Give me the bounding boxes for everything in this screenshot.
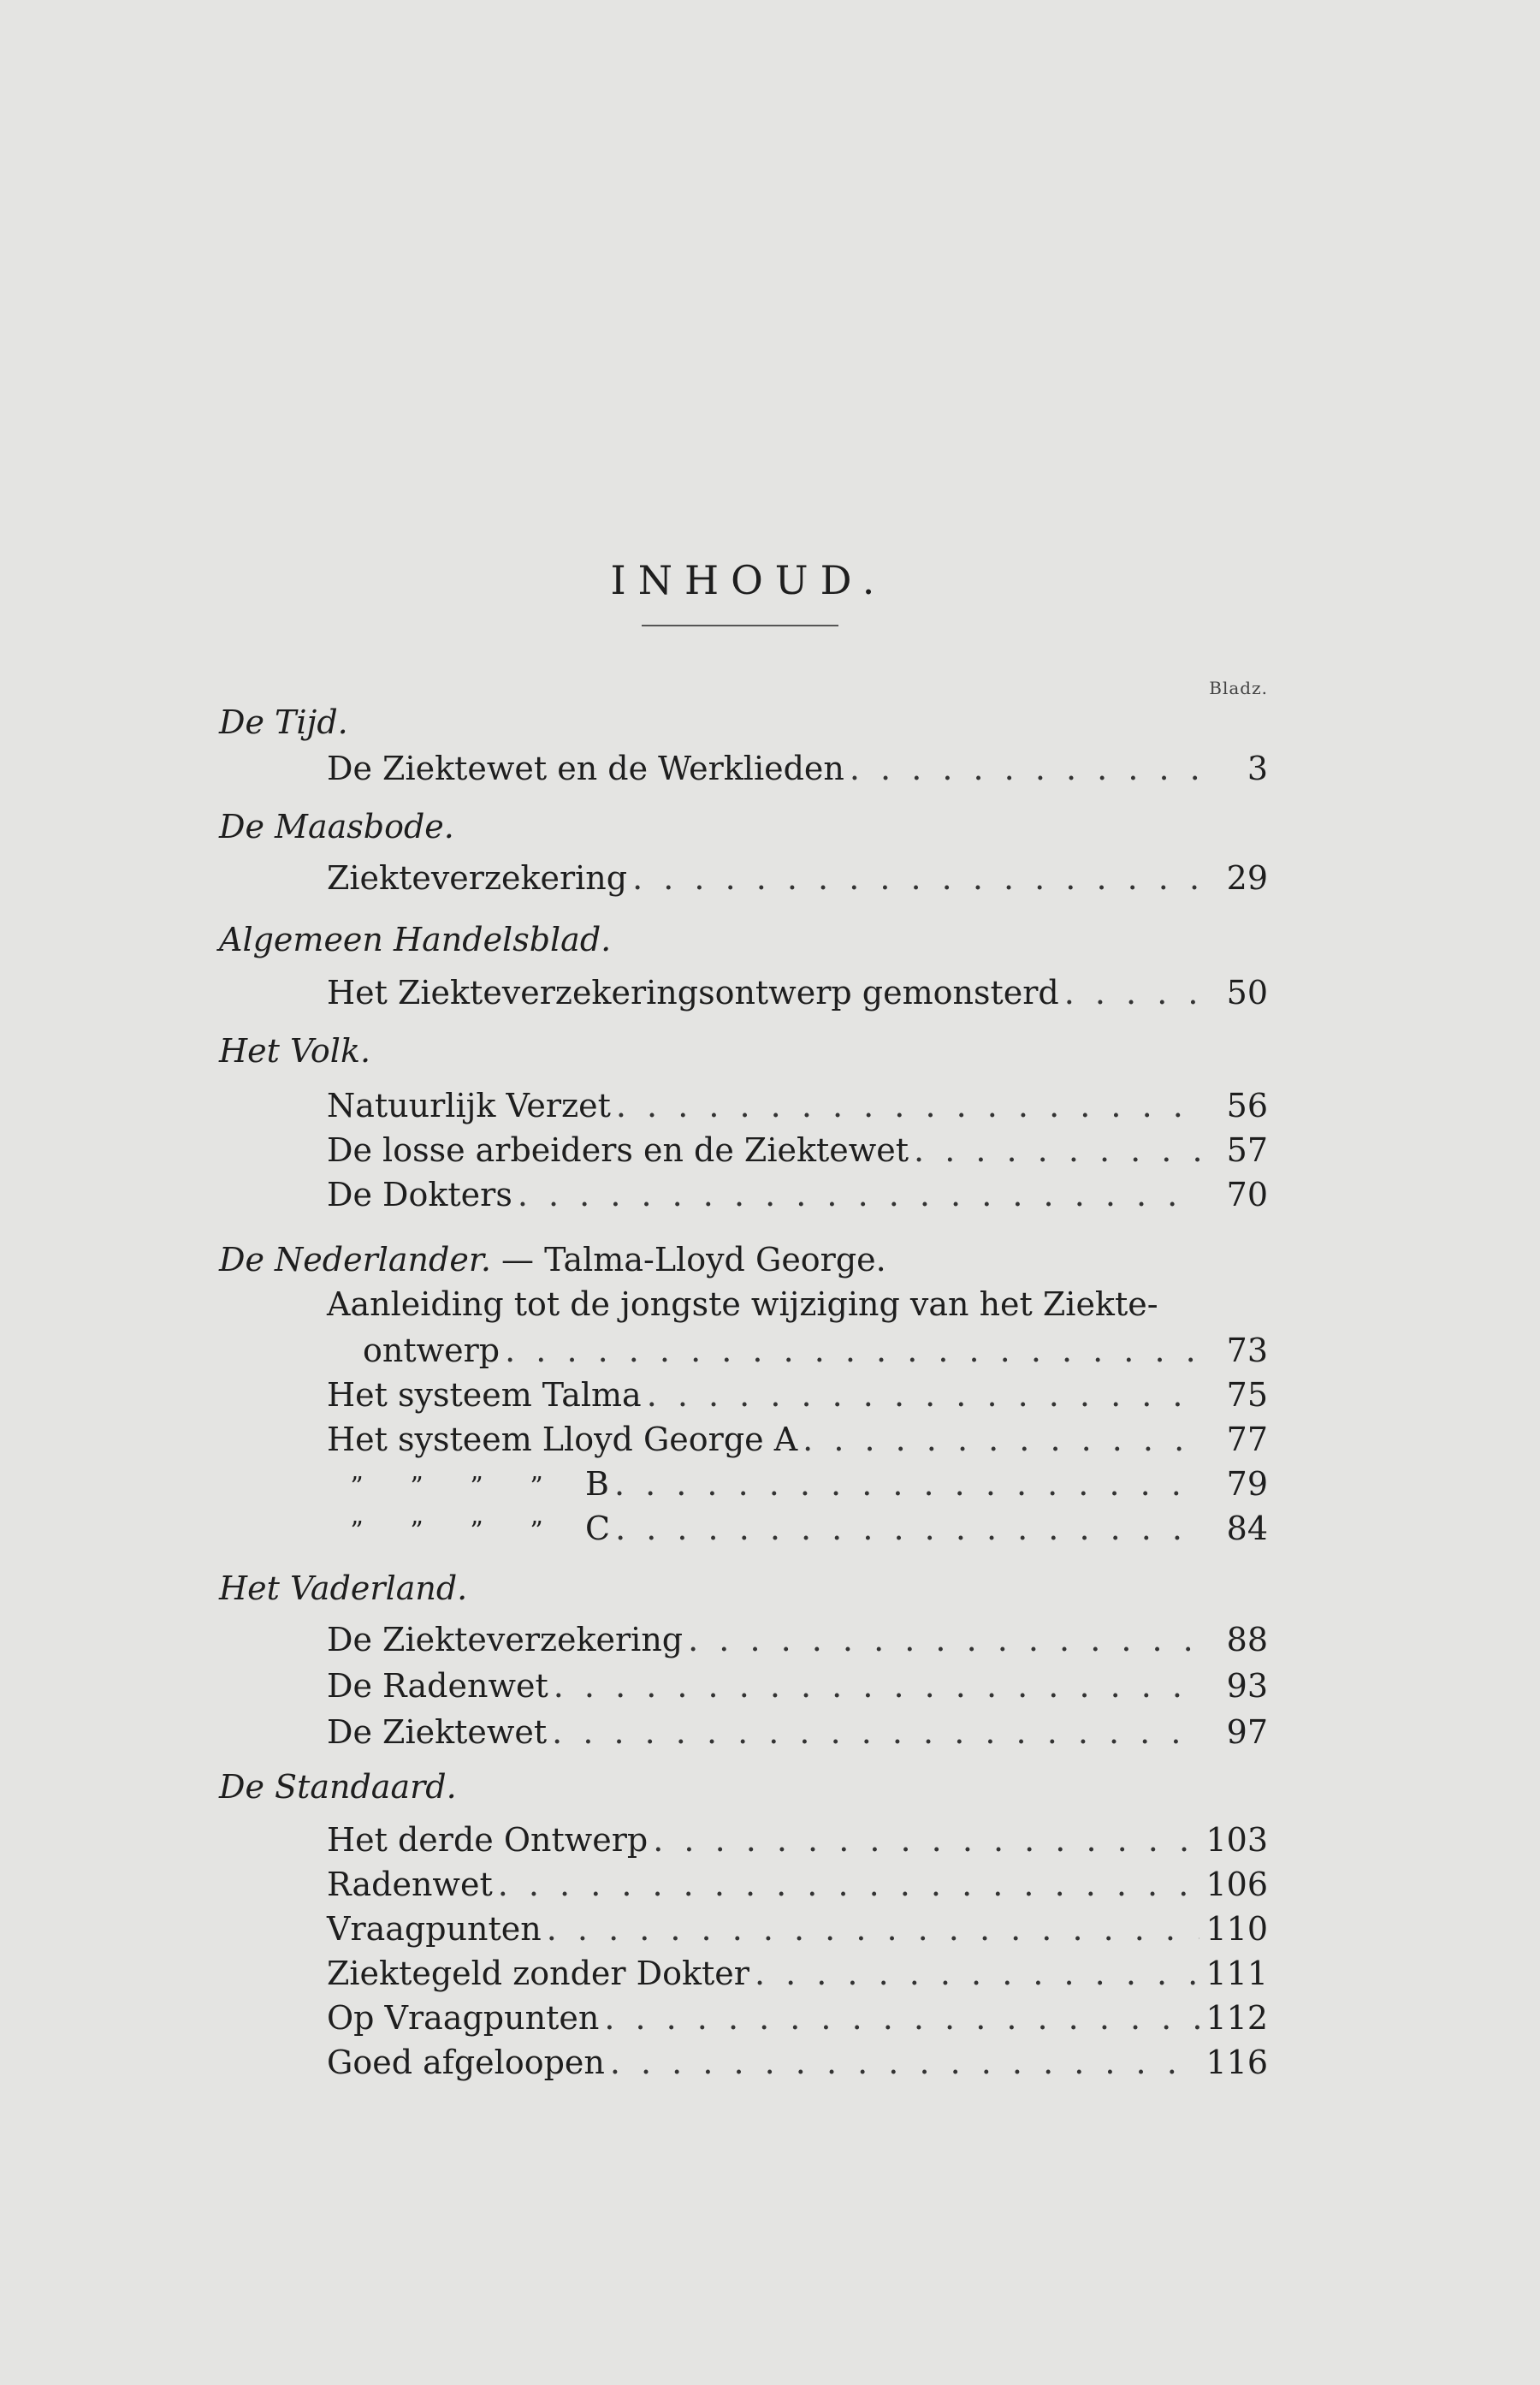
source-heading: Algemeen Handelsblad. bbox=[219, 921, 612, 958]
ditto-mark: ” bbox=[530, 1472, 543, 1502]
toc-entry[interactable] bbox=[327, 1465, 1268, 1503]
entry-page: 57 bbox=[1226, 1131, 1268, 1169]
source-heading: De Maasbode. bbox=[219, 808, 454, 845]
entry-page: 73 bbox=[1226, 1332, 1268, 1369]
entry-page: 3 bbox=[1247, 750, 1268, 787]
dot-leader bbox=[1059, 974, 1199, 1012]
toc-entry[interactable] bbox=[327, 1999, 1268, 2037]
ditto-mark: ” bbox=[470, 1472, 483, 1502]
dot-leader bbox=[627, 859, 1199, 897]
entry-page: 97 bbox=[1226, 1713, 1268, 1751]
entry-page: 79 bbox=[1226, 1465, 1268, 1503]
toc-entry[interactable] bbox=[327, 1955, 1268, 1992]
dot-leader bbox=[493, 1866, 1199, 1903]
entry-page: 112 bbox=[1205, 1999, 1268, 2037]
ditto-mark: ” bbox=[530, 1516, 543, 1546]
toc-entry[interactable] bbox=[327, 974, 1268, 1012]
dot-leader bbox=[610, 1510, 1199, 1547]
toc-entry[interactable] bbox=[327, 1821, 1268, 1859]
entry-page: 75 bbox=[1226, 1376, 1268, 1414]
entry-title: Radenwet bbox=[327, 1866, 493, 1903]
entry-title: C bbox=[585, 1510, 611, 1547]
ditto-mark: ” bbox=[350, 1472, 364, 1502]
dot-leader bbox=[548, 1667, 1199, 1705]
entry-title: De Dokters bbox=[327, 1176, 512, 1213]
source-name: De Nederlander. bbox=[219, 1241, 491, 1279]
entry-title: De Ziektewet en de Werklieden bbox=[327, 750, 844, 787]
entry-title: Op Vraagpunten bbox=[327, 1999, 600, 2037]
entry-page: 116 bbox=[1205, 2044, 1268, 2081]
entry-page: 110 bbox=[1205, 1910, 1268, 1948]
ditto-marks bbox=[327, 1465, 566, 1503]
source-heading: De Tijd. bbox=[219, 703, 348, 741]
entry-title: Het derde Ontwerp bbox=[327, 1821, 649, 1859]
toc-entry[interactable] bbox=[327, 1510, 1268, 1547]
entry-title: Het systeem Talma bbox=[327, 1376, 642, 1414]
source-heading: Het Vaderland. bbox=[219, 1569, 468, 1607]
dot-leader bbox=[512, 1176, 1199, 1213]
toc-entry[interactable] bbox=[327, 1131, 1268, 1169]
toc-entry[interactable] bbox=[327, 750, 1268, 787]
title-divider bbox=[642, 625, 838, 626]
toc-entry[interactable] bbox=[327, 1667, 1268, 1705]
page-title: INHOUD. bbox=[610, 556, 887, 603]
entry-title: Aanleiding tot de jongste wijziging van het Ziekte- bbox=[327, 1285, 1158, 1323]
dot-leader bbox=[547, 1713, 1199, 1751]
entry-title: Goed afgeloopen bbox=[327, 2044, 605, 2081]
toc-entry[interactable] bbox=[327, 1376, 1268, 1414]
entry-title: Natuurlijk Verzet bbox=[327, 1087, 611, 1124]
entry-page: 50 bbox=[1226, 974, 1268, 1012]
ditto-marks bbox=[327, 1510, 566, 1547]
dot-leader bbox=[609, 1465, 1199, 1503]
entry-page: 56 bbox=[1226, 1087, 1268, 1124]
ditto-mark: ” bbox=[410, 1516, 424, 1546]
entry-page: 77 bbox=[1226, 1421, 1268, 1458]
entry-title: De Ziekteverzekering bbox=[327, 1621, 684, 1658]
entry-page: 88 bbox=[1226, 1621, 1268, 1658]
entry-title: Ziektegeld zonder Dokter bbox=[327, 1955, 749, 1992]
page-column-label: Bladz. bbox=[1209, 678, 1268, 698]
dot-leader bbox=[500, 1332, 1199, 1369]
entry-page: 103 bbox=[1205, 1821, 1268, 1859]
dot-leader bbox=[797, 1421, 1199, 1458]
entry-title: De losse arbeiders en de Ziektewet bbox=[327, 1131, 909, 1169]
entry-title: Het Ziekteverzekeringsontwerp gemonsterd bbox=[327, 974, 1059, 1012]
dot-leader bbox=[683, 1621, 1199, 1658]
dot-leader bbox=[909, 1131, 1199, 1169]
entry-page: 93 bbox=[1226, 1667, 1268, 1705]
toc-entry[interactable] bbox=[327, 1621, 1268, 1658]
entry-title: Het systeem Lloyd George A bbox=[327, 1421, 798, 1458]
toc-entry[interactable] bbox=[327, 2044, 1268, 2081]
ditto-mark: ” bbox=[350, 1516, 364, 1546]
entry-page: 84 bbox=[1226, 1510, 1268, 1547]
dot-leader bbox=[599, 1999, 1199, 2037]
dot-leader bbox=[642, 1376, 1199, 1414]
ditto-mark: ” bbox=[470, 1516, 483, 1546]
dot-leader bbox=[648, 1821, 1199, 1859]
dot-leader bbox=[605, 2044, 1199, 2081]
entry-page: 106 bbox=[1205, 1866, 1268, 1903]
entry-title: Vraagpunten bbox=[327, 1910, 542, 1948]
source-heading: Het Volk. bbox=[219, 1032, 371, 1070]
ditto-mark: ” bbox=[410, 1472, 424, 1502]
dot-leader bbox=[749, 1955, 1199, 1992]
source-heading: De Standaard. bbox=[219, 1768, 457, 1806]
toc-entry[interactable] bbox=[327, 1713, 1268, 1751]
entry-title: Ziekteverzekering bbox=[327, 859, 628, 897]
dot-leader bbox=[611, 1087, 1199, 1124]
toc-entry[interactable] bbox=[327, 1910, 1268, 1948]
toc-entry[interactable] bbox=[327, 1285, 1268, 1323]
toc-entry[interactable] bbox=[327, 859, 1268, 897]
toc-entry[interactable] bbox=[363, 1332, 1268, 1369]
entry-page: 111 bbox=[1205, 1955, 1268, 1992]
entry-title: De Radenwet bbox=[327, 1667, 548, 1705]
dot-leader bbox=[542, 1910, 1199, 1948]
entry-page: 29 bbox=[1226, 859, 1268, 897]
entry-title: ontwerp bbox=[363, 1332, 500, 1369]
toc-entry[interactable] bbox=[327, 1866, 1268, 1903]
source-subtitle: — Talma-Lloyd George. bbox=[501, 1241, 886, 1279]
entry-title: B bbox=[585, 1465, 609, 1503]
dot-leader bbox=[844, 750, 1199, 787]
source-heading bbox=[219, 1241, 886, 1279]
toc-entry[interactable] bbox=[327, 1087, 1268, 1124]
toc-entry[interactable] bbox=[327, 1421, 1268, 1458]
entry-title: De Ziektewet bbox=[327, 1713, 548, 1751]
toc-entry[interactable] bbox=[327, 1176, 1268, 1213]
entry-page: 70 bbox=[1226, 1176, 1268, 1213]
